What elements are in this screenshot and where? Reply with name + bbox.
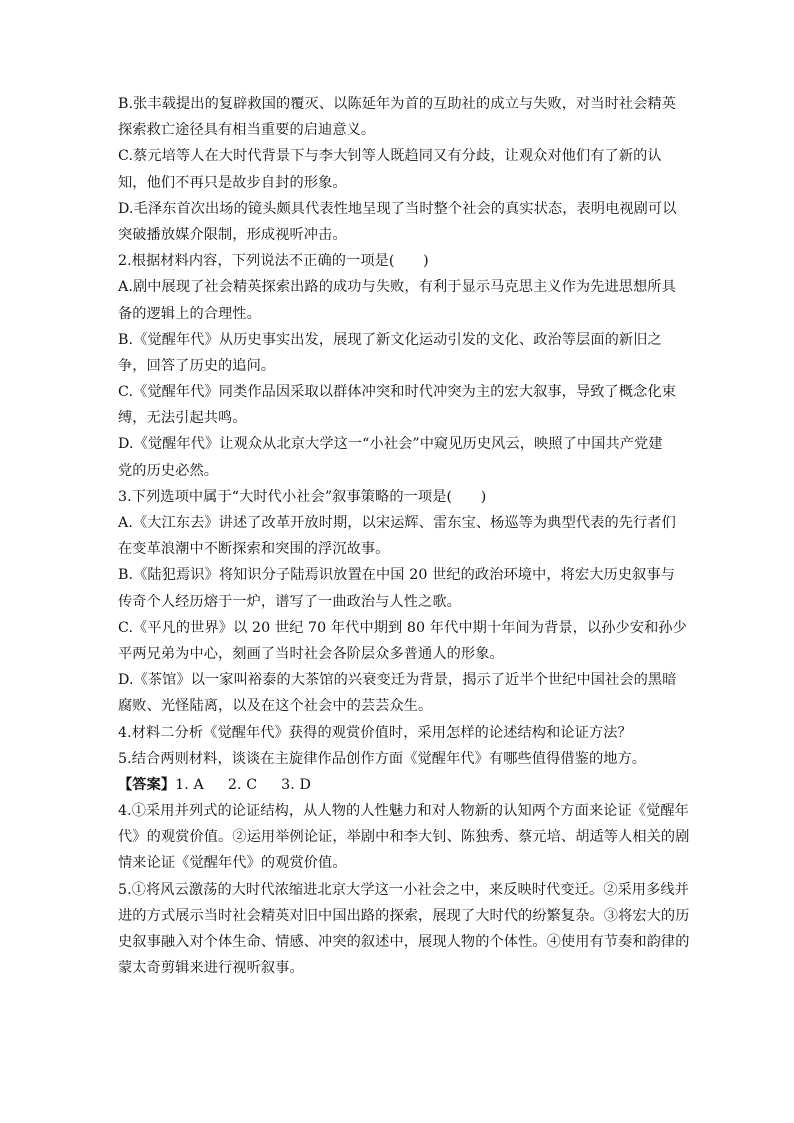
document-page <box>118 91 690 981</box>
answer4-line1: 4.①采用并列式的论证结构，从人物的人性魅力和对人物新的认知两个方面来论证《觉醒年 <box>118 803 689 820</box>
q3-option-b-line2: 传奇个人经历熔于一炉，谱写了一曲政治与人性之歌。 <box>118 593 461 610</box>
q2-option-d-line1: D.《觉醒年代》让观众从北京大学这一“小社会”中窥见历史风云，映照了中国共产党建 <box>118 436 663 453</box>
q1-option-d-line1: D.毛泽东首次出场的镜头颇具代表性地呈现了当时整个社会的真实状态，表明电视剧可以 <box>118 200 677 217</box>
answer-label: 【答案】 <box>118 776 176 793</box>
q3-option-a-line1: A.《大江东去》讲述了改革开放时期，以宋运辉、雷东宝、杨巡等为典型代表的先行者们 <box>118 515 676 531</box>
q3-stem: 3.下列选项中属于“大时代小社会”叙事策略的一项是( ) <box>118 488 487 505</box>
q3-option-a-line2: 在变革浪潮中不断探索和突围的浮沉故事。 <box>118 541 390 558</box>
q3-option-d-line2: 腐败、光怪陆离，以及在这个社会中的芸芸众生。 <box>118 698 433 715</box>
q5-stem: 5.结合两则材料，谈谈在主旋律作品创作方面《觉醒年代》有哪些值得借鉴的地方。 <box>118 750 647 767</box>
q2-option-c-line2: 缚，无法引起共鸣。 <box>118 410 247 427</box>
q2-option-a-line2: 备的逻辑上的合理性。 <box>118 305 261 322</box>
q1-option-c-line1: C.蔡元培等人在大时代背景下与李大钊等人既趋同又有分歧，让观众对他们有了新的认 <box>118 148 662 165</box>
q2-stem: 2.根据材料内容，下列说法不正确的一项是( ) <box>118 253 429 270</box>
q1-option-d-line2: 突破播放媒介限制，形成视听冲击。 <box>118 226 347 243</box>
answer4-line2: 代》的观赏价值。②运用举例论证，举剧中和李大钊、陈独秀、蔡元培、胡适等人相关的剧 <box>118 829 690 846</box>
answer-2: 2. C <box>227 776 258 793</box>
q1-option-b-line2: 探索救亡途径具有相当重要的启迪意义。 <box>118 122 376 139</box>
q3-option-c-line1: C.《平凡的世界》以 20 世纪 70 年代中期到 80 年代中期十年间为背景，以孙少安和孙少 <box>118 619 687 636</box>
q1-option-c-line2: 知，他们不再只是故步自封的形象。 <box>118 174 347 191</box>
q2-option-b-line1: B.《觉醒年代》从历史事实出发，展现了新文化运动引发的文化、政治等层面的新旧之 <box>118 331 662 348</box>
answer-row <box>118 772 678 798</box>
answer5-line1: 5.①将风云激荡的大时代浓缩进北京大学这一小社会之中，来反映时代变迁。②采用多线并 <box>118 881 689 898</box>
answer4-line3: 情来论证《觉醒年代》的观赏价值。 <box>118 855 347 872</box>
q3-option-c-line2: 平两兄弟为中心，刻画了当时社会各阶层众多普通人的形象。 <box>118 645 504 662</box>
q3-option-d-line1: D.《茶馆》以一家叫裕泰的大茶馆的兴衰变迁为背景，揭示了近半个世纪中国社会的黑暗 <box>118 672 677 689</box>
answer-1: 1. A <box>175 776 204 793</box>
q2-option-d-line2: 党的历史必然。 <box>118 462 219 479</box>
q2-option-b-line2: 争，回答了历史的追问。 <box>118 357 276 374</box>
q4-stem: 4.材料二分析《觉醒年代》获得的观赏价值时，采用怎样的论述结构和论证方法？ <box>118 724 632 741</box>
answer-3: 3. D <box>281 776 311 793</box>
q2-option-c-line1: C.《觉醒年代》同类作品因采取以群体冲突和时代冲突为主的宏大叙事，导致了概念化束 <box>118 384 676 401</box>
answer5-line4: 蒙太奇剪辑来进行视听叙事。 <box>118 960 304 977</box>
q1-option-b-line1: B.张丰载提出的复辟救国的覆灭、以陈延年为首的互助社的成立与失败，对当时社会精英 <box>118 96 677 112</box>
q3-option-b-line1: B.《陆犯焉识》将知识分子陆焉识放置在中国 20 世纪的政治环境中，将宏大历史叙事与 <box>118 567 675 584</box>
answer5-line2: 进的方式展示当时社会精英对旧中国出路的探索，展现了大时代的纷繁复杂。③将宏大的历 <box>118 907 690 924</box>
answer5-line3: 史叙事融入对个体生命、情感、冲突的叙述中，展现人物的个体性。④使用有节奏和韵律的 <box>118 934 690 950</box>
q2-option-a-line1: A.剧中展现了社会精英探索出路的成功与失败，有利于显示马克思主义作为先进思想所具 <box>118 279 676 296</box>
